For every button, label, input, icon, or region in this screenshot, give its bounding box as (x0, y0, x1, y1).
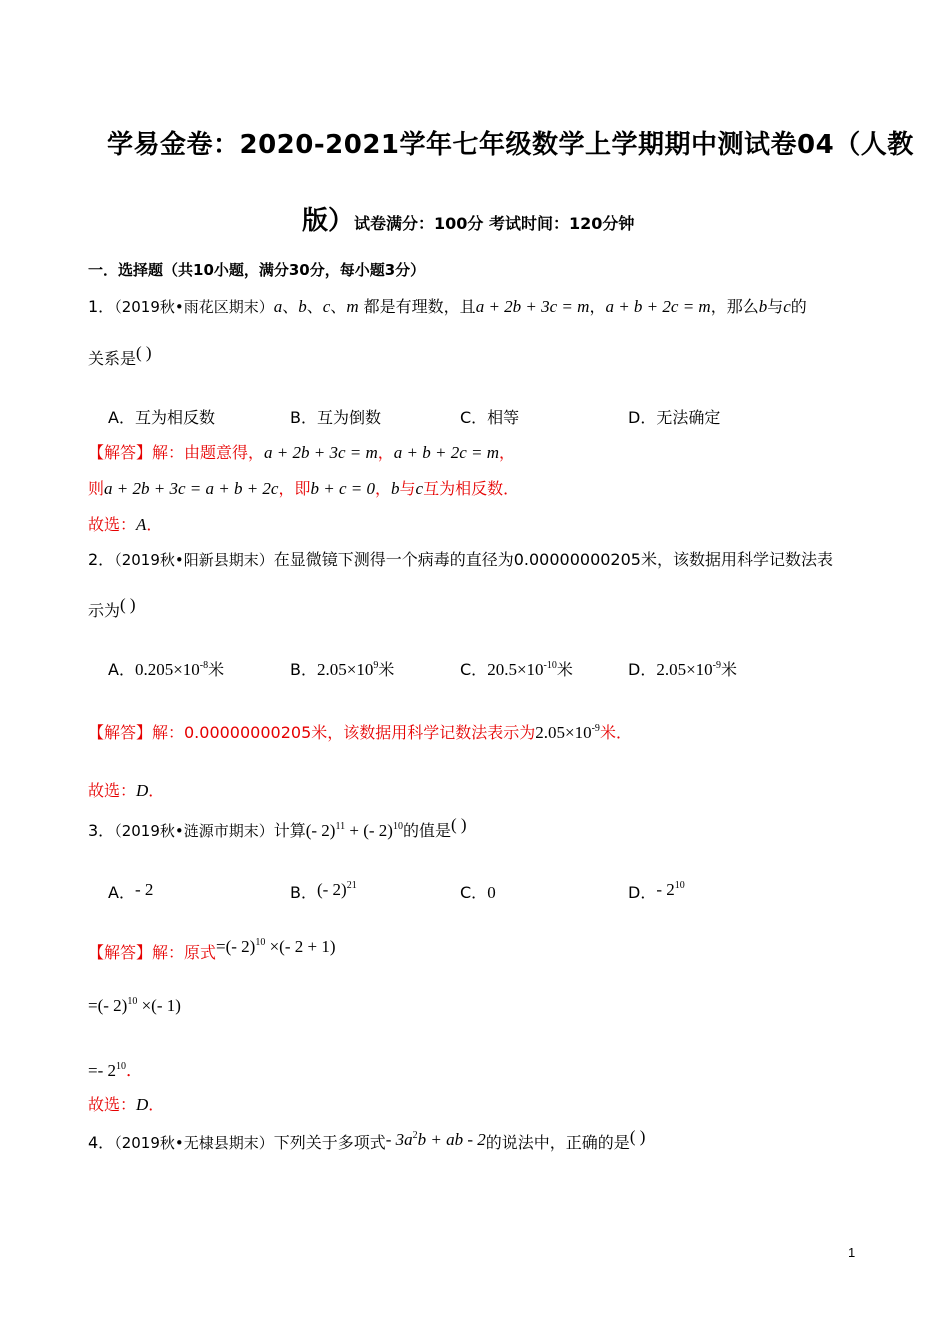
choice-value: A (136, 515, 147, 534)
power-base: (- 2) (363, 821, 393, 840)
var-b: b (391, 479, 400, 498)
separator: ， (589, 297, 606, 316)
solution-label: 【解答】解：由题意得， (88, 443, 265, 462)
solution-text: 米． (599, 723, 632, 742)
equation: b + c = 0 (310, 479, 375, 498)
question-text: 示为 (88, 601, 121, 620)
option-label: D． (628, 883, 657, 902)
sci-exponent: -9 (591, 723, 600, 734)
question-1-line2 (88, 343, 152, 369)
option-unit: 米 (721, 660, 738, 679)
option-a (108, 657, 224, 680)
power-exponent: 10 (127, 996, 138, 1007)
option-label: C． (460, 660, 488, 679)
option-value (656, 880, 684, 899)
option-label: D． (628, 660, 657, 679)
solution-text: 互为相反数． (423, 479, 520, 498)
power-exponent: 10 (392, 821, 403, 832)
question-source: （2019秋•涟源市期末） (114, 822, 274, 840)
option-unit: 米 (378, 660, 395, 679)
section-title: 一．选择题（共10小题，满分30分，每小题3分） (88, 261, 426, 279)
question-4 (88, 1127, 646, 1153)
power-exponent: 11 (335, 821, 346, 832)
sci-exponent: -9 (712, 660, 722, 671)
choice-label: 故选： (88, 515, 137, 534)
option-value: 0 (487, 883, 496, 902)
option-b (290, 657, 394, 680)
power-base: =(- 2) (216, 937, 256, 956)
answer-blank: ( ) (450, 815, 467, 834)
question-source: （2019秋•无棣县期末） (114, 1134, 274, 1152)
equation: a + 2b + 3c = m (475, 297, 590, 316)
equation: a + b + 2c = m (605, 297, 711, 316)
choice-value: D (136, 781, 149, 800)
choice-end: ． (148, 781, 165, 800)
sci-base: 2.05×10 (535, 723, 592, 742)
option-label: B． (290, 883, 317, 902)
separator: ， (499, 443, 516, 462)
sci-exponent: -10 (543, 660, 557, 671)
var-b: b (298, 297, 307, 316)
solution-label: 【解答】解：原式 (88, 943, 217, 962)
question-2-line2 (88, 595, 136, 621)
question-text: 关系是 (88, 349, 137, 368)
question-1 (88, 294, 807, 317)
question-number: 2． (88, 550, 115, 569)
option-value (317, 880, 357, 899)
equation: a + b + 2c = m (393, 443, 500, 462)
option-value (135, 660, 208, 679)
option-value (317, 660, 378, 679)
power-exponent: 10 (116, 1061, 126, 1072)
page-title-line2-text: 版） (302, 206, 355, 236)
separator: 、 (282, 297, 299, 316)
sci-base: 0.205×10 (134, 660, 200, 679)
question-source: （2019秋•雨花区期末） (114, 298, 274, 316)
solution-2-choice (88, 778, 164, 801)
equation: a + 2b + 3c = a + b + 2c (104, 479, 279, 498)
expression (306, 821, 403, 840)
solution-1-choice (88, 512, 162, 535)
page-number: 1 (848, 1245, 856, 1260)
solution-3-choice (88, 1092, 164, 1115)
sci-base: 2.05×10 (656, 660, 713, 679)
power-base: (- 2) (316, 880, 347, 899)
separator: 、 (330, 297, 347, 316)
question-text: 计算 (273, 821, 306, 840)
power-exponent: 10 (255, 937, 266, 948)
separator: 、 (306, 297, 323, 316)
question-text: 的 (790, 297, 807, 316)
option-d: D．无法确定 (628, 408, 721, 427)
choice-value: D (136, 1095, 149, 1114)
question-2 (88, 547, 833, 570)
solution-text: 则 (88, 479, 105, 498)
poly-rest: b + ab - 2 (417, 1130, 486, 1149)
power-base: =(- 2) (88, 996, 128, 1015)
option-b: B．互为倒数 (290, 408, 381, 427)
choice-label: 故选： (88, 1095, 137, 1114)
var-c: c (322, 297, 331, 316)
option-label: B． (290, 660, 317, 679)
polynomial (386, 1130, 486, 1149)
solution-text: 与 (399, 479, 416, 498)
question-text: ，那么 (710, 297, 759, 316)
question-number: 4． (88, 1133, 115, 1152)
step-end: ． (126, 1061, 143, 1080)
poly-term: - 3a (385, 1130, 413, 1149)
power-exponent: 10 (674, 880, 685, 891)
option-label: A． (108, 660, 135, 679)
sci-base: 2.05×10 (316, 660, 374, 679)
step-rest: ×(- 2 + 1) (265, 937, 336, 956)
var-a: a (273, 297, 283, 316)
page-title-line1: 学易金卷：2020-2021学年七年级数学上学期期中测试卷04（人教 (107, 130, 914, 160)
option-c (460, 880, 496, 903)
equation: a + 2b + 3c = m (264, 443, 378, 462)
solution-step (216, 937, 336, 956)
question-source: （2019秋•阳新县期末） (114, 551, 274, 569)
choice-label: 故选： (88, 781, 137, 800)
sci-exponent: 9 (373, 660, 379, 671)
question-text: 的说法中，正确的是 (485, 1133, 630, 1152)
solution-label: 【解答】解：0.00000000205米，该数据用科学记数法表示为 (88, 723, 536, 742)
option-unit: 米 (556, 660, 573, 679)
option-unit: 米 (208, 660, 225, 679)
answer-blank: ( ) (120, 595, 136, 614)
solution-value (535, 723, 600, 742)
option-label: A． (108, 883, 135, 902)
var-c: c (783, 297, 791, 316)
option-a (108, 880, 153, 903)
sci-exponent: -8 (199, 660, 209, 671)
question-text: 下列关于多项式 (273, 1133, 386, 1152)
separator: ， (377, 443, 394, 462)
option-a: A．互为相反数 (108, 408, 215, 427)
choice-end: ． (146, 515, 163, 534)
solution-3-line3 (88, 1056, 143, 1081)
option-c (460, 657, 573, 680)
answer-blank: ( ) (136, 343, 152, 362)
power-base: (- 2) (305, 821, 336, 840)
answer-blank: ( ) (629, 1127, 646, 1146)
question-text: 在显微镜下测得一个病毒的直径为0.00000000205米，该数据用科学记数法表 (273, 550, 833, 569)
solution-text: ，即 (278, 479, 311, 498)
separator: ， (374, 479, 391, 498)
power-base: =- 2 (88, 1061, 116, 1080)
var-c: c (415, 479, 424, 498)
option-label: C． (460, 883, 488, 902)
choice-end: ． (148, 1095, 165, 1114)
question-number: 1． (88, 297, 115, 316)
solution-3-line2 (88, 996, 181, 1016)
var-b: b (758, 297, 768, 316)
question-text: 与 (767, 297, 784, 316)
solution-1-line2 (88, 476, 519, 499)
option-d (628, 880, 685, 903)
solution-1-line1 (88, 440, 515, 463)
option-value (487, 660, 557, 679)
question-text: 都是有理数，且 (358, 297, 476, 316)
option-value (656, 660, 721, 679)
exam-subtitle: 试卷满分：100分 考试时间：120分钟 (354, 214, 635, 233)
var-m: m (346, 297, 359, 316)
option-value: - 2 (134, 880, 154, 899)
solution-2 (88, 720, 632, 743)
question-text: 的值是 (402, 821, 451, 840)
option-c: C．相等 (460, 408, 520, 427)
option-d (628, 657, 737, 680)
solution-3-line1 (88, 937, 336, 963)
step-rest: ×(- 1) (137, 996, 181, 1015)
page-title-line2 (302, 200, 634, 237)
operator: + (345, 821, 364, 840)
question-number: 3． (88, 821, 115, 840)
sci-base: 20.5×10 (487, 660, 544, 679)
question-3 (88, 815, 467, 841)
poly-exponent: 2 (412, 1130, 418, 1141)
power-exponent: 21 (346, 880, 357, 891)
power-base: - 2 (656, 880, 675, 899)
option-b (290, 880, 357, 903)
